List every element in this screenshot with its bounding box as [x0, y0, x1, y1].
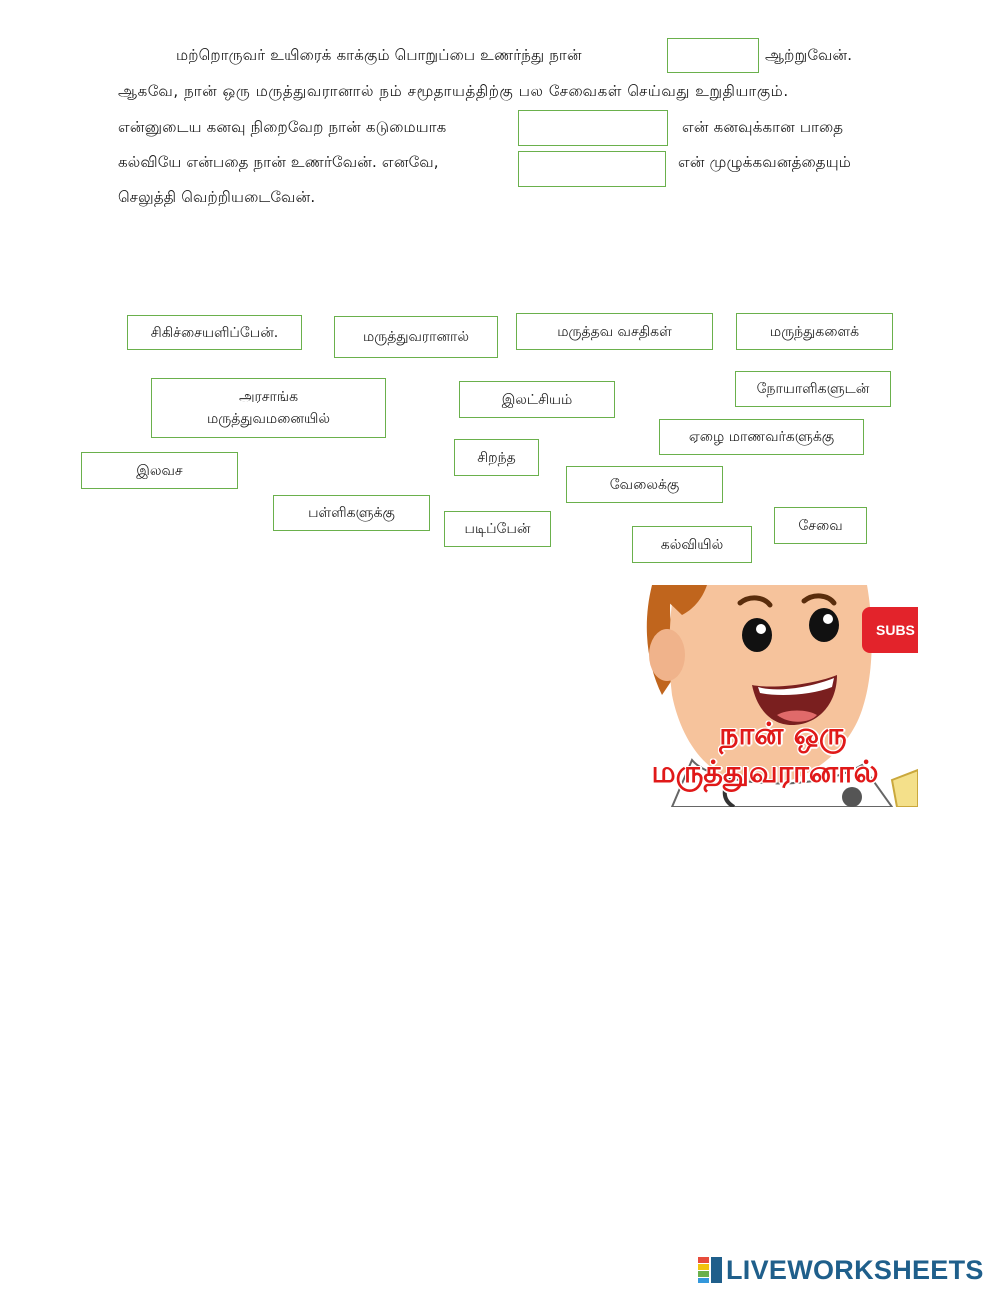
hero-caption-line-2: மருத்துவரானால் — [651, 755, 879, 790]
word-chip[interactable]: மருந்துகளைக் — [736, 313, 893, 350]
answer-blank-1[interactable] — [667, 38, 759, 73]
passage-line-1 — [176, 46, 582, 66]
word-chip[interactable]: மருத்துவரானால் — [334, 316, 498, 358]
word-chip[interactable]: பள்ளிகளுக்கு — [273, 495, 430, 531]
passage-line-5: செலுத்தி வெற்றியடைவேன். — [118, 188, 316, 206]
word-chip[interactable]: இலட்சியம் — [459, 381, 615, 418]
word-chip[interactable]: நோயாளிகளுடன் — [735, 371, 891, 407]
word-chip[interactable]: கல்வியில் — [632, 526, 752, 563]
word-chip[interactable]: ஏழை மாணவர்களுக்கு — [659, 419, 864, 455]
liveworksheets-wordmark: LIVEWORKSHEETS — [726, 1254, 984, 1285]
subscribe-button: SUBS — [862, 607, 918, 653]
passage-line-3-start: என்னுடைய கனவு நிறைவேற நான் கடுமையாக — [118, 118, 447, 136]
word-chip[interactable]: சிறந்த — [454, 439, 539, 476]
passage-line-1-start: மற்றொருவர் உயிரைக் காக்கும் பொறுப்பை உணர்ந்து நான் — [176, 46, 582, 64]
passage-line-2: ஆகவே, நான் ஒரு மருத்துவரானால் நம் சமூதாயத்திற்கு பல சேவைகள் செய்வது உறுதியாகும். — [118, 82, 789, 100]
answer-blank-2[interactable] — [518, 110, 668, 146]
passage-line-4-start: கல்வியே என்பதை நான் உணர்வேன். எனவே, — [118, 153, 439, 171]
word-chip[interactable]: சிகிச்சையளிப்பேன். — [127, 315, 302, 350]
word-chip[interactable]: சேவை — [774, 507, 867, 544]
liveworksheets-logo — [698, 1255, 984, 1285]
passage-line-1-end: ஆற்றுவேன். — [765, 46, 853, 64]
passage-line-4-end: என் முழுக்கவனத்தையும் — [678, 153, 852, 171]
word-chip[interactable]: அரசாங்க மருத்துவமனையில் — [151, 378, 386, 438]
doctor-illustration — [612, 585, 918, 807]
answer-blank-3[interactable] — [518, 151, 666, 187]
hero-caption-line-1: நான் ஒரு — [719, 717, 847, 752]
liveworksheets-logo-icon — [698, 1257, 722, 1283]
word-chip[interactable]: வேலைக்கு — [566, 466, 723, 503]
word-chip[interactable]: படிப்பேன் — [444, 511, 551, 547]
word-chip[interactable]: இலவச — [81, 452, 238, 489]
passage-line-3-end: என் கனவுக்கான பாதை — [682, 118, 844, 136]
word-chip[interactable]: மருத்தவ வசதிகள் — [516, 313, 713, 350]
